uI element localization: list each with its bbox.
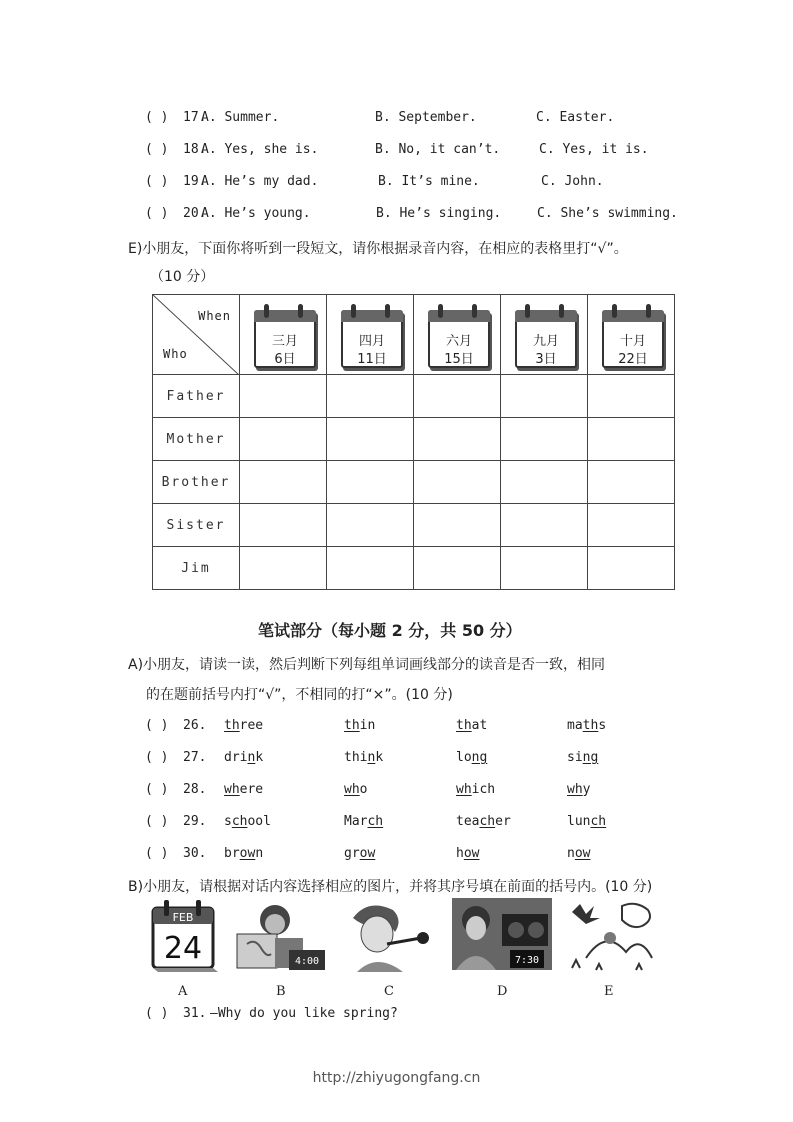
word-prefix: ma [567, 718, 583, 733]
table-row [153, 418, 675, 461]
person-name: Jim [181, 560, 211, 576]
question-number: 18. [183, 142, 207, 157]
underlined-part: th [344, 718, 360, 733]
answer-paren[interactable]: ( ) [145, 174, 169, 189]
music-child-icon [452, 898, 540, 974]
calendar-month: 六月 [445, 333, 472, 349]
word-prefix: Mar [344, 814, 368, 829]
underlined-part: th [582, 718, 599, 733]
answer-cell[interactable] [501, 418, 588, 461]
question-number: 17. [183, 110, 207, 125]
option-b: B. September. [375, 110, 477, 125]
question-number: 28. [183, 782, 207, 797]
table-row [153, 547, 675, 590]
word-prefix: tea [456, 814, 480, 829]
calendar-icon [426, 300, 488, 370]
picture-label-e: E [604, 984, 614, 999]
answer-cell[interactable] [414, 504, 501, 547]
calendar-day: 15日 [444, 351, 474, 367]
option-a: A. Summer. [201, 110, 280, 125]
person-name: Sister [166, 517, 226, 533]
answer-cell[interactable] [501, 504, 588, 547]
answer-cell[interactable] [327, 504, 414, 547]
person-name: Father [166, 388, 226, 404]
word-prefix: lun [567, 814, 591, 829]
calendar-icon [600, 300, 662, 370]
calendar-month: 九月 [532, 333, 559, 349]
word-suffix: ool [247, 814, 271, 829]
reading-child-icon [235, 898, 320, 974]
calendar-day: 6日 [274, 351, 296, 367]
calendar-month-text: FEB [172, 911, 194, 924]
section-a-instruction-2: 的在题前括号内打“√”，不相同的打“×”。(10 分) [146, 687, 453, 703]
underlined-part: ch [231, 814, 248, 829]
calendar-icon [513, 300, 575, 370]
calendar-month: 三月 [271, 333, 298, 349]
underlined-part: n [247, 750, 256, 765]
underlined-part: th [456, 718, 472, 733]
word-prefix: thi [344, 750, 368, 765]
answer-paren[interactable]: ( ) [145, 750, 169, 765]
word [224, 750, 263, 765]
option-a: A. Yes, she is. [201, 142, 319, 157]
word-prefix: gr [344, 846, 360, 861]
answer-cell[interactable] [501, 461, 588, 504]
word [344, 782, 367, 797]
svg-text:4:00: 4:00 [294, 956, 320, 967]
word [456, 814, 511, 829]
word [456, 718, 487, 733]
calendar-month: 十月 [619, 333, 646, 349]
underlined-part: th [224, 718, 240, 733]
underlined-part: ch [479, 814, 496, 829]
answer-paren[interactable]: ( ) [145, 718, 169, 733]
word [344, 750, 383, 765]
question-number: 29. [183, 814, 207, 829]
underlined-part: ch [367, 814, 384, 829]
answer-cell[interactable] [240, 547, 327, 590]
word [567, 814, 606, 829]
underlined-part: wh [224, 782, 240, 797]
answer-paren[interactable]: ( ) [145, 814, 169, 829]
option-a: A. He’s young. [201, 206, 311, 221]
word-prefix: n [567, 846, 575, 861]
section-b-instruction: B)小朋友，请根据对话内容选择相应的图片，并将其序号填在前面的括号内。(10 分) [128, 879, 653, 895]
section-a-instruction-1: A)小朋友，请读一读，然后判断下列每组单词画线部分的读音是否一致，相同 [128, 657, 606, 673]
question-number: 27. [183, 750, 207, 765]
word [456, 750, 487, 765]
underlined-part: ng [471, 750, 488, 765]
singing-child-icon [343, 898, 425, 974]
answer-cell[interactable] [240, 418, 327, 461]
word-prefix: br [224, 846, 240, 861]
footer-url: http://zhiyugongfang.cn [312, 1070, 481, 1086]
header-who: Who [163, 347, 188, 361]
underlined-part: ow [359, 846, 376, 861]
calendar-day: 3日 [535, 351, 557, 367]
question-number: 30. [183, 846, 207, 861]
question-number: 26. [183, 718, 207, 733]
word-prefix: h [456, 846, 464, 861]
calendar-icon [150, 898, 232, 974]
person-name: Brother [161, 474, 231, 490]
section-e-score: （10 分） [150, 269, 215, 285]
answer-cell[interactable] [240, 461, 327, 504]
answer-paren[interactable]: ( ) [145, 1006, 169, 1021]
picture-label-b: B [276, 984, 286, 999]
question-text: —Why do you like spring? [210, 1006, 398, 1021]
word-prefix: s [224, 814, 232, 829]
underlined-part: wh [567, 782, 583, 797]
option-b: B. He’s singing. [376, 206, 502, 221]
header-when: When [198, 309, 231, 323]
picture-label-a: A [178, 984, 188, 999]
table-row [153, 375, 675, 418]
diagonal-line-icon [153, 295, 239, 375]
question-number: 20. [183, 206, 207, 221]
section-e-instruction: E)小朋友，下面你将听到一段短文，请你根据录音内容，在相应的表格里打“√”。 [128, 241, 628, 257]
date-header-cell [327, 295, 414, 375]
word-suffix: ere [239, 782, 264, 797]
word-suffix: ree [239, 718, 264, 733]
answer-cell[interactable] [414, 418, 501, 461]
word-suffix: y [582, 782, 591, 797]
answer-cell[interactable] [327, 461, 414, 504]
picture-label-d: D [497, 984, 508, 999]
word [344, 846, 375, 861]
calendar-icon [252, 300, 314, 370]
calendar-icon [339, 300, 401, 370]
question-number: 31. [183, 1006, 207, 1021]
word-prefix: si [567, 750, 583, 765]
word-suffix: er [495, 814, 511, 829]
table-row [153, 461, 675, 504]
date-header-cell [414, 295, 501, 375]
question-number: 19. [183, 174, 207, 189]
answer-cell[interactable] [327, 547, 414, 590]
word [224, 782, 263, 797]
word-prefix: dri [224, 750, 248, 765]
word-prefix: lo [456, 750, 472, 765]
answer-paren[interactable]: ( ) [145, 846, 169, 861]
option-c: C. Yes, it is. [539, 142, 649, 157]
underlined-part: ow [239, 846, 256, 861]
diagonal-header-cell [153, 295, 240, 375]
word [567, 750, 598, 765]
answer-cell[interactable] [588, 461, 675, 504]
option-b: B. It’s mine. [378, 174, 480, 189]
option-c: C. John. [541, 174, 604, 189]
answer-cell[interactable] [327, 375, 414, 418]
written-part-title: 笔试部分（每小题 2 分，共 50 分） [258, 621, 522, 640]
date-header-cell [501, 295, 588, 375]
word [224, 814, 271, 829]
date-header-cell [588, 295, 675, 375]
picture-label-c: C [384, 984, 394, 999]
answer-cell[interactable] [414, 547, 501, 590]
date-header-cell [240, 295, 327, 375]
word [344, 718, 375, 733]
word [567, 782, 590, 797]
spring-scene-icon [566, 898, 648, 974]
calendar-day: 11日 [357, 351, 387, 367]
underlined-part: wh [344, 782, 360, 797]
calendar-day: 22日 [618, 351, 648, 367]
answer-paren[interactable]: ( ) [145, 142, 169, 157]
option-c: C. Easter. [536, 110, 615, 125]
answer-cell[interactable] [588, 504, 675, 547]
listening-table [152, 294, 675, 590]
answer-cell[interactable] [240, 504, 327, 547]
answer-paren[interactable]: ( ) [145, 110, 169, 125]
word [567, 718, 606, 733]
answer-cell[interactable] [414, 375, 501, 418]
option-a: A. He’s my dad. [201, 174, 319, 189]
word-suffix: k [255, 750, 264, 765]
svg-text:7:30: 7:30 [514, 955, 540, 966]
answer-cell[interactable] [588, 547, 675, 590]
underlined-part: wh [456, 782, 472, 797]
word-suffix: in [359, 718, 376, 733]
word [224, 718, 263, 733]
underlined-part: ow [463, 846, 480, 861]
option-b: B. No, it can’t. [375, 142, 501, 157]
answer-cell[interactable] [327, 418, 414, 461]
calendar-month: 四月 [358, 333, 385, 349]
underlined-part: ow [574, 846, 591, 861]
word [567, 846, 590, 861]
word-suffix: k [375, 750, 384, 765]
answer-cell[interactable] [240, 375, 327, 418]
answer-paren[interactable]: ( ) [145, 782, 169, 797]
underlined-part: ng [582, 750, 599, 765]
word-suffix: at [471, 718, 488, 733]
word [224, 846, 263, 861]
person-name: Mother [166, 431, 226, 447]
answer-cell[interactable] [588, 375, 675, 418]
option-c: C. She’s swimming. [537, 206, 678, 221]
answer-cell[interactable] [414, 461, 501, 504]
calendar-day-text: 24 [163, 931, 203, 966]
word-suffix: s [598, 718, 607, 733]
answer-cell[interactable] [588, 418, 675, 461]
word [456, 846, 479, 861]
word [456, 782, 495, 797]
answer-cell[interactable] [501, 547, 588, 590]
word-suffix: n [255, 846, 264, 861]
word-suffix: ich [471, 782, 496, 797]
underlined-part: ch [590, 814, 607, 829]
underlined-part: n [367, 750, 376, 765]
table-row [153, 504, 675, 547]
word-suffix: o [359, 782, 368, 797]
answer-paren[interactable]: ( ) [145, 206, 169, 221]
answer-cell[interactable] [501, 375, 588, 418]
word [344, 814, 383, 829]
